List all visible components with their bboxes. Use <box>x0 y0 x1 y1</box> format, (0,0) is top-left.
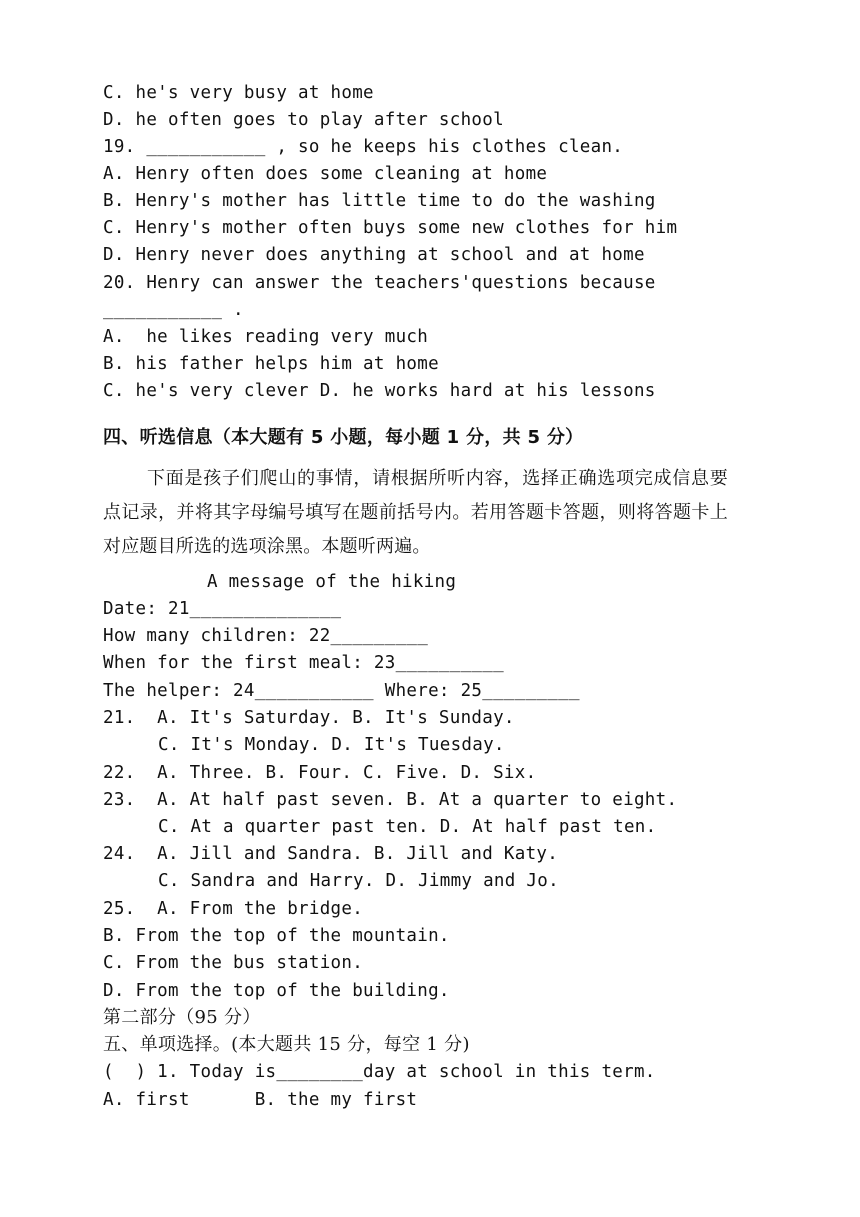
q22-line1: 22. A. Three. B. Four. C. Five. D. Six. <box>103 763 537 783</box>
q24-line2: C. Sandra and Harry. D. Jimmy and Jo. <box>158 871 559 891</box>
q21-line1: 21. A. It's Saturday. B. It's Sunday. <box>103 708 515 728</box>
form-meal-field: When for the first meal: 23__________ <box>103 653 504 673</box>
q19-option-a: A. Henry often does some cleaning at home <box>103 164 548 184</box>
q20-option-b: B. his father helps him at home <box>103 354 439 374</box>
form-children-field: How many children: 22_________ <box>103 626 429 646</box>
q20-stem-continued: ___________ . <box>103 300 244 320</box>
q20-option-a: A. he likes reading very much <box>103 327 429 347</box>
q19-stem: 19. ___________ , so he keeps his clothes clean. <box>103 137 624 157</box>
section4-heading: 四、听选信息（本大题有 5 小题，每小题 1 分，共 5 分） <box>103 427 584 448</box>
section4-instructions: 下面是孩子们爬山的事情，请根据所听内容，选择正确选项完成信息要点记录，并将其字母编号填写在题前括号内。若用答题卡答题，则将答题卡上对应题目所选的选项涂黑。本题听两遍。 <box>103 468 728 557</box>
q20-options-cd: C. he's very clever D. he works hard at his lessons <box>103 381 656 401</box>
part2-title: 第二部分（95 分） <box>103 1007 261 1028</box>
q19-option-c: C. Henry's mother often buys some new clothes for him <box>103 218 678 238</box>
q23-line2: C. At a quarter past ten. D. At half past ten. <box>158 817 657 837</box>
q24-line1: 24. A. Jill and Sandra. B. Jill and Katy. <box>103 844 559 864</box>
q23-line1: 23. A. At half past seven. B. At a quarter to eight. <box>103 790 678 810</box>
form-helper-field: The helper: 24___________ Where: 25_________ <box>103 681 580 701</box>
q18-option-d: D. he often goes to play after school <box>103 110 504 130</box>
section5-q1-stem: ( ) 1. Today is________day at school in this term. <box>103 1062 656 1082</box>
section5-heading: 五、单项选择。(本大题共 15 分，每空 1 分) <box>103 1034 470 1055</box>
q19-option-d: D. Henry never does anything at school and at home <box>103 245 645 265</box>
section5-q1-options: A. first B. the my first <box>103 1090 418 1110</box>
q18-option-c: C. he's very busy at home <box>103 83 374 103</box>
form-title: A message of the hiking <box>207 572 457 592</box>
q25-option-d: D. From the top of the building. <box>103 981 450 1001</box>
q25-option-c: C. From the bus station. <box>103 953 364 973</box>
q19-option-b: B. Henry's mother has little time to do the washing <box>103 191 656 211</box>
q20-stem: 20. Henry can answer the teachers'questions because <box>103 273 656 293</box>
q21-line2: C. It's Monday. D. It's Tuesday. <box>158 735 505 755</box>
form-date-field: Date: 21______________ <box>103 599 342 619</box>
q25-line1: 25. A. From the bridge. <box>103 899 364 919</box>
q25-option-b: B. From the top of the mountain. <box>103 926 450 946</box>
